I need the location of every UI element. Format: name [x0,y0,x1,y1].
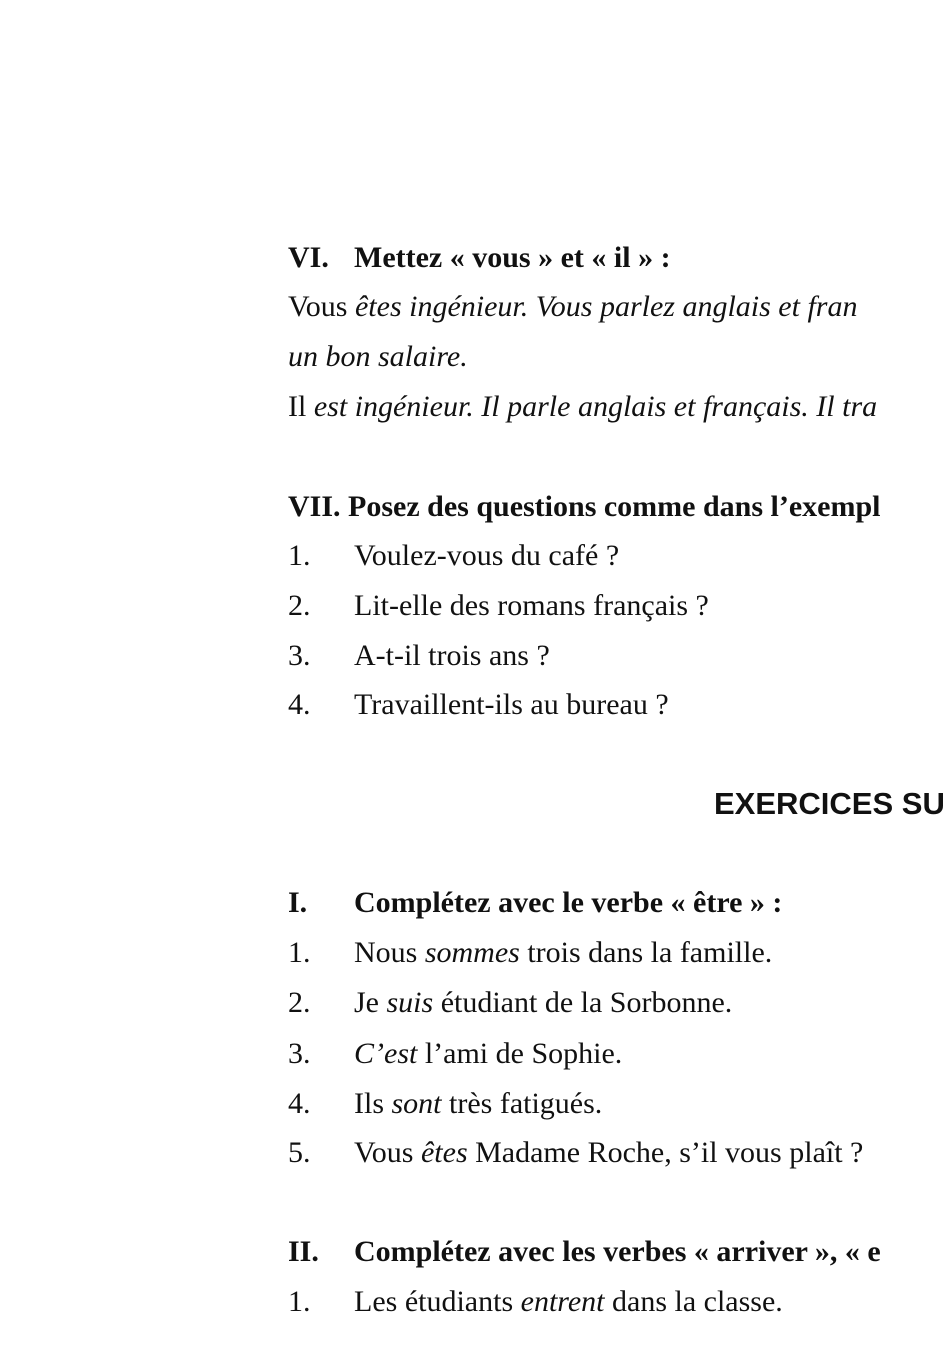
item-number: 2. [288,986,311,1019]
item-number: 5. [288,1136,311,1169]
item-number: 3. [288,1037,311,1070]
list-item [288,935,772,971]
item-number: 2. [288,589,311,622]
item-text: A-t-il trois ans ? [354,639,550,672]
il-line-italic: est ingénieur. Il parle anglais et français. Il tra [313,390,878,423]
item-text: Voulez-vous du café ? [354,539,620,572]
section-vi-title: Mettez « vous » et « il » : [354,241,671,274]
section-vi-il-line [288,389,877,425]
item-text-after: Madame Roche, s’il vous plaît ? [467,1136,864,1169]
section-ii-number: II. [288,1235,319,1268]
section-vi-vous-line2: un bon salaire. [288,340,468,373]
item-number: 4. [288,688,311,721]
item-text-after: très fatigués. [441,1087,603,1120]
vous-line1-italic: êtes ingénieur. Vous parlez anglais et fran [354,290,858,323]
item-number: 1. [288,539,311,572]
item-text-after: trois dans la famille. [519,936,773,969]
exercises-heading: EXERCICES SU [714,786,945,821]
section-i-title: Complétez avec le verbe « être » : [354,886,783,919]
item-text-after: étudiant de la Sorbonne. [433,986,733,1019]
item-text-before: Ils [354,1087,392,1120]
list-item [288,588,709,624]
section-ii-title: Complétez avec les verbes « arriver », « e [354,1235,881,1268]
item-number: 4. [288,1087,311,1120]
section-vii-heading: VII. Posez des questions comme dans l’exempl [288,490,881,523]
list-item [288,1036,622,1072]
item-verb: sont [391,1087,442,1120]
vous-line1-plain: Vous [288,290,355,323]
list-item [288,1284,783,1320]
item-number: 1. [288,1285,311,1318]
item-verb: entrent [520,1285,605,1318]
item-text-after: l’ami de Sophie. [417,1037,623,1070]
item-text-before: Nous [354,936,425,969]
item-text-before: Les étudiants [354,1285,521,1318]
item-number: 3. [288,639,311,672]
item-text-before: Vous [354,1136,421,1169]
list-item [288,1135,863,1171]
section-i-number: I. [288,886,308,919]
section-i-heading [288,885,782,921]
item-text-before: Je [354,986,387,1019]
item-verb: suis [386,986,434,1019]
list-item [288,638,550,674]
il-line-plain: Il [288,390,314,423]
list-item [288,1086,602,1122]
section-vi-vous-line1 [288,289,857,325]
item-text-after: dans la classe. [604,1285,783,1318]
list-item [288,985,732,1021]
section-ii-heading [288,1234,881,1270]
item-text: Lit-elle des romans français ? [354,589,709,622]
item-verb: êtes [420,1136,468,1169]
section-vi-number: VI. [288,241,329,274]
list-item [288,538,619,574]
item-verb: C’est [354,1037,418,1070]
item-number: 1. [288,936,311,969]
list-item [288,687,669,723]
item-text: Travaillent-ils au bureau ? [354,688,669,721]
section-vi-heading [288,240,671,276]
item-verb: sommes [424,936,520,969]
